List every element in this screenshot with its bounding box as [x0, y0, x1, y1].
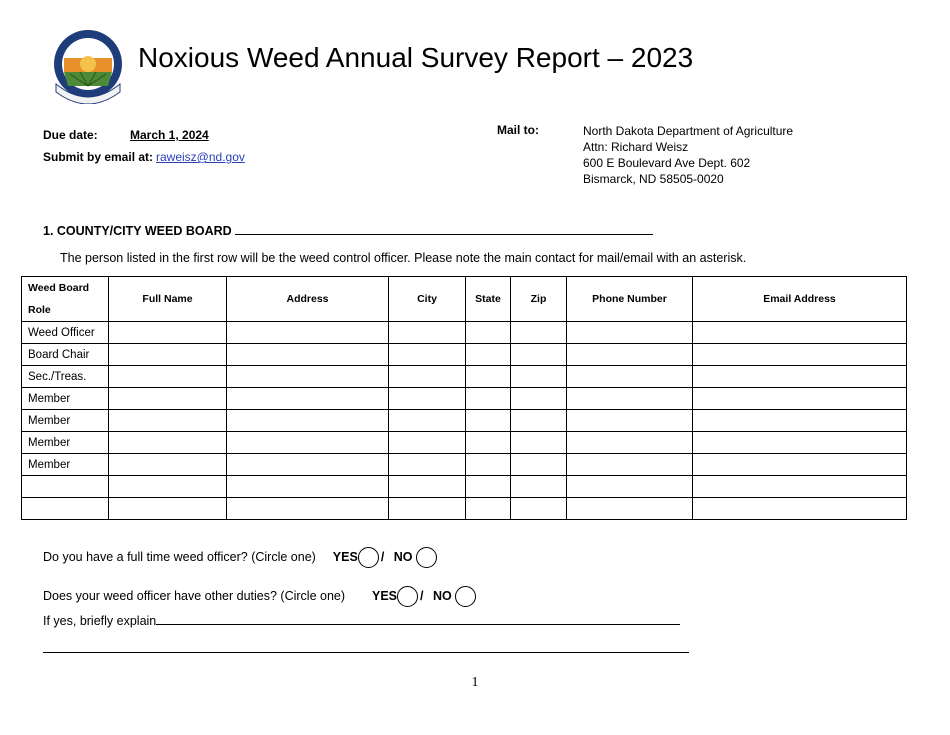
- entry-cell[interactable]: [389, 366, 466, 388]
- entry-cell[interactable]: [693, 344, 907, 366]
- table-header-row: [22, 277, 907, 322]
- submit-email-link[interactable]: raweisz@nd.gov: [156, 150, 245, 164]
- entry-input[interactable]: [472, 476, 510, 497]
- entry-cell[interactable]: [389, 498, 466, 520]
- entry-cell[interactable]: [109, 366, 227, 388]
- entry-cell[interactable]: [511, 476, 567, 498]
- address-line: North Dakota Department of Agriculture: [583, 124, 794, 138]
- entry-input[interactable]: [517, 498, 566, 519]
- option-separator: /: [380, 549, 385, 564]
- entry-cell[interactable]: [511, 410, 567, 432]
- entry-input[interactable]: [573, 476, 692, 497]
- entry-cell[interactable]: [567, 410, 693, 432]
- entry-input[interactable]: [472, 432, 510, 453]
- column-header: Address: [227, 277, 389, 322]
- entry-input[interactable]: [573, 344, 692, 365]
- entry-cell[interactable]: [511, 454, 567, 476]
- entry-cell[interactable]: [389, 476, 466, 498]
- role-cell: Member: [22, 388, 109, 410]
- entry-cell[interactable]: [227, 366, 389, 388]
- entry-cell[interactable]: [227, 476, 389, 498]
- yes-label: YES: [332, 549, 358, 564]
- entry-cell[interactable]: [109, 454, 227, 476]
- entry-input[interactable]: [472, 454, 510, 475]
- yes-circle-option[interactable]: [397, 586, 418, 607]
- entry-input[interactable]: [573, 322, 692, 343]
- entry-input[interactable]: [233, 366, 388, 387]
- column-header: Weed Board Role: [22, 277, 109, 322]
- entry-input[interactable]: [699, 410, 906, 431]
- entry-input[interactable]: [395, 454, 465, 475]
- entry-cell[interactable]: [109, 344, 227, 366]
- entry-input[interactable]: [472, 410, 510, 431]
- entry-cell[interactable]: [511, 366, 567, 388]
- entry-cell[interactable]: [466, 454, 511, 476]
- entry-input[interactable]: [233, 476, 388, 497]
- entry-input[interactable]: [517, 476, 566, 497]
- entry-input[interactable]: [573, 432, 692, 453]
- entry-cell[interactable]: [693, 366, 907, 388]
- role-cell: Member: [22, 454, 109, 476]
- entry-cell[interactable]: [466, 366, 511, 388]
- entry-input[interactable]: [233, 432, 388, 453]
- entry-cell[interactable]: [567, 344, 693, 366]
- weed-board-section-heading: [43, 224, 653, 238]
- role-cell: Member: [22, 432, 109, 454]
- entry-cell[interactable]: [567, 432, 693, 454]
- question-text: Does your weed officer have other duties? (Circle one): [43, 588, 346, 603]
- entry-input[interactable]: [699, 344, 906, 365]
- entry-input[interactable]: [115, 498, 226, 519]
- entry-input[interactable]: [517, 344, 566, 365]
- column-header: Full Name: [109, 277, 227, 322]
- entry-input[interactable]: [517, 388, 566, 409]
- entry-input[interactable]: [115, 454, 226, 475]
- entry-input[interactable]: [395, 410, 465, 431]
- entry-cell[interactable]: [511, 322, 567, 344]
- entry-input[interactable]: [517, 410, 566, 431]
- due-date-label: Due date:: [43, 128, 98, 142]
- entry-cell[interactable]: [511, 344, 567, 366]
- entry-cell[interactable]: [227, 498, 389, 520]
- entry-cell[interactable]: [693, 410, 907, 432]
- entry-cell[interactable]: [466, 432, 511, 454]
- yes-circle-option[interactable]: [358, 547, 379, 568]
- page-number: 1: [471, 675, 479, 690]
- entry-cell[interactable]: [567, 498, 693, 520]
- explain-label: If yes, briefly explain: [43, 614, 157, 628]
- no-circle-option[interactable]: [416, 547, 437, 568]
- entry-cell[interactable]: [466, 344, 511, 366]
- role-cell: [22, 498, 109, 520]
- section-heading-text: 1. COUNTY/CITY WEED BOARD: [43, 224, 232, 238]
- entry-cell[interactable]: [109, 498, 227, 520]
- entry-cell[interactable]: [693, 432, 907, 454]
- entry-input[interactable]: [115, 410, 226, 431]
- entry-cell[interactable]: [567, 322, 693, 344]
- role-cell: Sec./Treas.: [22, 366, 109, 388]
- entry-input[interactable]: [517, 454, 566, 475]
- entry-input[interactable]: [472, 322, 510, 343]
- entry-input[interactable]: [699, 388, 906, 409]
- entry-input[interactable]: [395, 366, 465, 387]
- nd-agriculture-seal-icon: [50, 28, 126, 104]
- entry-cell[interactable]: [511, 388, 567, 410]
- section-note: The person listed in the first row will be the weed control officer. Please note the main contact for mail/email with an asterisk.: [60, 251, 747, 265]
- entry-input[interactable]: [517, 366, 566, 387]
- address-line: 600 E Boulevard Ave Dept. 602: [583, 156, 751, 170]
- entry-cell[interactable]: [693, 388, 907, 410]
- role-cell: [22, 476, 109, 498]
- yes-label: YES: [371, 588, 397, 603]
- entry-cell[interactable]: [389, 344, 466, 366]
- entry-input[interactable]: [233, 388, 388, 409]
- entry-cell[interactable]: [466, 476, 511, 498]
- role-cell: Board Chair: [22, 344, 109, 366]
- no-label: NO: [432, 588, 452, 603]
- entry-cell[interactable]: [227, 344, 389, 366]
- entry-input[interactable]: [115, 322, 226, 343]
- explain-continuation-line[interactable]: [43, 652, 689, 653]
- entry-cell[interactable]: [389, 322, 466, 344]
- entry-cell[interactable]: [693, 476, 907, 498]
- other-duties-question: [43, 586, 476, 607]
- role-cell: Member: [22, 410, 109, 432]
- table-row: [22, 454, 907, 476]
- mail-to-label: Mail to:: [497, 123, 539, 137]
- entry-input[interactable]: [115, 344, 226, 365]
- entry-cell[interactable]: [227, 322, 389, 344]
- no-label: NO: [393, 549, 413, 564]
- no-circle-option[interactable]: [455, 586, 476, 607]
- entry-input[interactable]: [233, 410, 388, 431]
- entry-cell[interactable]: [567, 476, 693, 498]
- entry-input[interactable]: [472, 366, 510, 387]
- entry-input[interactable]: [573, 366, 692, 387]
- explain-input-line[interactable]: [156, 612, 680, 625]
- entry-input[interactable]: [573, 388, 692, 409]
- entry-input[interactable]: [699, 322, 906, 343]
- entry-cell[interactable]: [567, 454, 693, 476]
- entry-input[interactable]: [699, 476, 906, 497]
- entry-input[interactable]: [233, 322, 388, 343]
- entry-cell[interactable]: [693, 498, 907, 520]
- entry-input[interactable]: [395, 476, 465, 497]
- entry-cell[interactable]: [389, 388, 466, 410]
- entry-cell[interactable]: [227, 432, 389, 454]
- table-row: [22, 388, 907, 410]
- entry-input[interactable]: [115, 476, 226, 497]
- mailing-address: [583, 123, 793, 187]
- entry-cell[interactable]: [389, 432, 466, 454]
- weed-board-table: [21, 276, 907, 520]
- column-header: Email Address: [693, 277, 907, 322]
- entry-input[interactable]: [573, 454, 692, 475]
- entry-cell[interactable]: [109, 432, 227, 454]
- entry-cell[interactable]: [511, 432, 567, 454]
- entry-cell[interactable]: [109, 388, 227, 410]
- entry-input[interactable]: [233, 344, 388, 365]
- entry-input[interactable]: [573, 410, 692, 431]
- entry-input[interactable]: [699, 498, 906, 519]
- entry-input[interactable]: [472, 388, 510, 409]
- entry-input[interactable]: [395, 432, 465, 453]
- entry-cell[interactable]: [466, 322, 511, 344]
- entry-cell[interactable]: [227, 388, 389, 410]
- entry-input[interactable]: [233, 498, 388, 519]
- entry-cell[interactable]: [693, 454, 907, 476]
- table-row: [22, 344, 907, 366]
- entry-input[interactable]: [517, 322, 566, 343]
- column-header: Phone Number: [567, 277, 693, 322]
- option-separator: /: [420, 588, 424, 603]
- table-row: [22, 498, 907, 520]
- entry-cell[interactable]: [693, 322, 907, 344]
- entry-cell[interactable]: [567, 366, 693, 388]
- entry-input[interactable]: [233, 454, 388, 475]
- entry-cell[interactable]: [466, 388, 511, 410]
- table-row: [22, 432, 907, 454]
- entry-input[interactable]: [699, 432, 906, 453]
- entry-cell[interactable]: [227, 410, 389, 432]
- table-row: [22, 322, 907, 344]
- entry-cell[interactable]: [109, 322, 227, 344]
- submit-email-label: Submit by email at:: [43, 150, 154, 164]
- entry-input[interactable]: [395, 344, 465, 365]
- entry-input[interactable]: [395, 322, 465, 343]
- entry-cell[interactable]: [109, 476, 227, 498]
- table-row: [22, 366, 907, 388]
- entry-input[interactable]: [115, 388, 226, 409]
- entry-input[interactable]: [115, 366, 226, 387]
- entry-cell[interactable]: [109, 410, 227, 432]
- column-header: State: [466, 277, 511, 322]
- full-time-officer-question: [43, 547, 437, 568]
- entry-cell[interactable]: [567, 388, 693, 410]
- role-cell: Weed Officer: [22, 322, 109, 344]
- weed-board-name-field[interactable]: [235, 224, 653, 235]
- table-body: [22, 322, 907, 520]
- entry-input[interactable]: [472, 344, 510, 365]
- entry-input[interactable]: [395, 388, 465, 409]
- entry-input[interactable]: [115, 432, 226, 453]
- page-title: Noxious Weed Annual Survey Report – 2023: [138, 42, 694, 73]
- address-line: Attn: Richard Weisz: [583, 140, 689, 154]
- entry-input[interactable]: [395, 498, 465, 519]
- column-header: Zip: [511, 277, 567, 322]
- entry-input[interactable]: [699, 454, 906, 475]
- address-line: Bismarck, ND 58505-0020: [583, 172, 724, 186]
- explain-field: [43, 612, 680, 628]
- table-row: [22, 410, 907, 432]
- entry-input[interactable]: [517, 432, 566, 453]
- entry-cell[interactable]: [389, 410, 466, 432]
- entry-cell[interactable]: [511, 498, 567, 520]
- entry-cell[interactable]: [227, 454, 389, 476]
- entry-cell[interactable]: [466, 410, 511, 432]
- entry-cell[interactable]: [389, 454, 466, 476]
- column-header: City: [389, 277, 466, 322]
- entry-input[interactable]: [699, 366, 906, 387]
- question-text: Do you have a full time weed officer? (Circle one): [43, 549, 316, 564]
- entry-input[interactable]: [472, 498, 510, 519]
- table-row: [22, 476, 907, 498]
- due-date-value: March 1, 2024: [130, 128, 209, 142]
- entry-cell[interactable]: [466, 498, 511, 520]
- entry-input[interactable]: [573, 498, 692, 519]
